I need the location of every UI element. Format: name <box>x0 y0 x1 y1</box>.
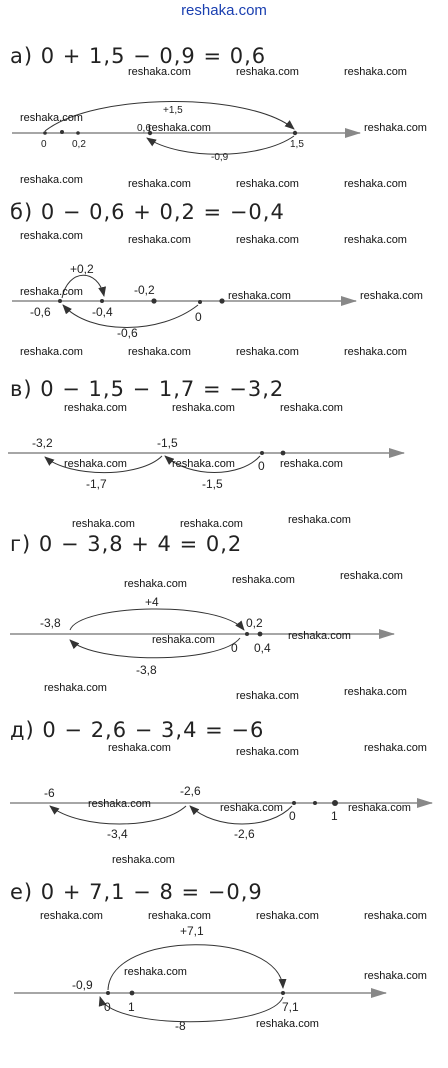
number-line-e <box>14 924 386 1033</box>
point <box>219 298 224 303</box>
point-zero <box>43 131 47 135</box>
point-left <box>58 299 62 303</box>
label-zero: 0 <box>104 1000 111 1014</box>
watermark: reshaka.com <box>232 574 295 586</box>
watermark: reshaka.com <box>256 1018 319 1030</box>
watermark: reshaka.com <box>236 178 299 190</box>
watermark: reshaka.com <box>20 346 83 358</box>
point <box>313 801 317 805</box>
watermark: reshaka.com <box>180 518 243 530</box>
label-mid: -1,5 <box>157 436 178 450</box>
watermark: reshaka.com <box>236 746 299 758</box>
watermark: reshaka.com <box>344 346 407 358</box>
watermark: reshaka.com <box>20 230 83 242</box>
point-end <box>281 991 285 995</box>
point-one <box>332 800 338 806</box>
watermark: reshaka.com <box>88 798 151 810</box>
label-zero: 0 <box>41 139 47 150</box>
label-tick: 0,2 <box>72 139 86 150</box>
equation-g: г) 0 − 3,8 + 4 = 0,2 <box>10 532 243 556</box>
label-tick: 0,4 <box>254 641 271 655</box>
watermark: reshaka.com <box>128 346 191 358</box>
label-mid: -2,6 <box>180 784 201 798</box>
watermark: reshaka.com <box>128 66 191 78</box>
arc-minus <box>63 305 198 328</box>
site-header: reshaka.com <box>181 2 267 19</box>
watermark: reshaka.com <box>340 570 403 582</box>
watermark: reshaka.com <box>72 518 135 530</box>
label-end: 7,1 <box>282 1000 299 1014</box>
point-tick <box>258 632 263 637</box>
label-plus: +7,1 <box>180 924 204 938</box>
watermark: reshaka.com <box>148 122 211 134</box>
watermark: reshaka.com <box>280 458 343 470</box>
label-arc-first: -1,7 <box>86 477 107 491</box>
label-arc-first: -2,6 <box>234 827 255 841</box>
label-result: -0,4 <box>92 305 113 319</box>
watermark: reshaka.com <box>124 578 187 590</box>
label-zero: 0 <box>258 459 265 473</box>
watermark: reshaka.com <box>20 112 83 124</box>
watermark: reshaka.com <box>364 122 427 134</box>
label-mid: -0,2 <box>134 283 155 297</box>
watermark: reshaka.com <box>128 234 191 246</box>
watermark: reshaka.com <box>288 630 351 642</box>
watermark: reshaka.com <box>280 402 343 414</box>
label-zero: 0 <box>289 809 296 823</box>
number-line-b <box>12 262 356 340</box>
watermark: reshaka.com <box>148 910 211 922</box>
point <box>60 130 64 134</box>
watermark: reshaka.com <box>364 910 427 922</box>
point-result <box>245 632 249 636</box>
label-one: 1 <box>331 809 338 823</box>
point-zero <box>292 801 296 805</box>
point <box>281 451 286 456</box>
watermark: reshaka.com <box>64 402 127 414</box>
watermark: reshaka.com <box>44 682 107 694</box>
label-minus: -0,9 <box>211 152 229 163</box>
label-zero: 0 <box>195 310 202 324</box>
watermark: reshaka.com <box>172 402 235 414</box>
watermark: reshaka.com <box>344 178 407 190</box>
point-zero <box>106 991 110 995</box>
label-minus: -0,6 <box>117 326 138 340</box>
watermark: reshaka.com <box>128 178 191 190</box>
watermark: reshaka.com <box>112 854 175 866</box>
watermark: reshaka.com <box>172 458 235 470</box>
watermark: reshaka.com <box>20 174 83 186</box>
watermark: reshaka.com <box>236 690 299 702</box>
point-result <box>100 299 104 303</box>
point-one <box>130 991 135 996</box>
watermark: reshaka.com <box>220 802 283 814</box>
label-minus: -8 <box>175 1019 186 1033</box>
point-tick <box>76 131 80 135</box>
equation-e: е) 0 + 7,1 − 8 = −0,9 <box>10 880 263 904</box>
watermark: reshaka.com <box>228 290 291 302</box>
watermark: reshaka.com <box>20 286 83 298</box>
label-minus: -3,8 <box>136 663 157 677</box>
label-left: -0,6 <box>30 305 51 319</box>
label-one: 1 <box>128 1000 135 1014</box>
label-plus: +0,2 <box>70 262 94 276</box>
point-zero <box>198 300 202 304</box>
watermark: reshaka.com <box>344 686 407 698</box>
watermark: reshaka.com <box>348 802 411 814</box>
watermark: reshaka.com <box>124 966 187 978</box>
watermark: reshaka.com <box>108 742 171 754</box>
label-left: -3,8 <box>40 616 61 630</box>
label-result: -0,9 <box>72 978 93 992</box>
watermark: reshaka.com <box>344 234 407 246</box>
watermark: reshaka.com <box>344 66 407 78</box>
watermark: reshaka.com <box>360 290 423 302</box>
label-left: -3,2 <box>32 436 53 450</box>
label-result: 0,2 <box>246 616 263 630</box>
point-end <box>293 131 297 135</box>
label-arc-second: -3,4 <box>107 827 128 841</box>
watermark: reshaka.com <box>236 346 299 358</box>
watermark: reshaka.com <box>364 742 427 754</box>
point-mid <box>151 298 156 303</box>
label-arc-second: -1,5 <box>202 477 223 491</box>
point-zero <box>260 451 264 455</box>
label-plus: +4 <box>145 595 159 609</box>
equation-b: б) 0 − 0,6 + 0,2 = −0,4 <box>10 200 285 224</box>
equation-v: в) 0 − 1,5 − 1,7 = −3,2 <box>10 377 285 401</box>
watermark: reshaka.com <box>288 514 351 526</box>
arc-plus <box>70 609 244 630</box>
equation-d: д) 0 − 2,6 − 3,4 = −6 <box>10 718 265 742</box>
equation-a: а) 0 + 1,5 − 0,9 = 0,6 <box>10 44 267 68</box>
watermark: reshaka.com <box>236 234 299 246</box>
label-plus: +1,5 <box>163 105 183 116</box>
label-zero: 0 <box>231 641 238 655</box>
watermark: reshaka.com <box>152 634 215 646</box>
watermark: reshaka.com <box>256 910 319 922</box>
watermark: reshaka.com <box>40 910 103 922</box>
label-left: -6 <box>44 786 55 800</box>
label-result: 0,6 <box>137 123 151 134</box>
watermark: reshaka.com <box>364 970 427 982</box>
label-end: 1,5 <box>290 139 304 150</box>
watermark: reshaka.com <box>64 458 127 470</box>
watermark: reshaka.com <box>236 66 299 78</box>
